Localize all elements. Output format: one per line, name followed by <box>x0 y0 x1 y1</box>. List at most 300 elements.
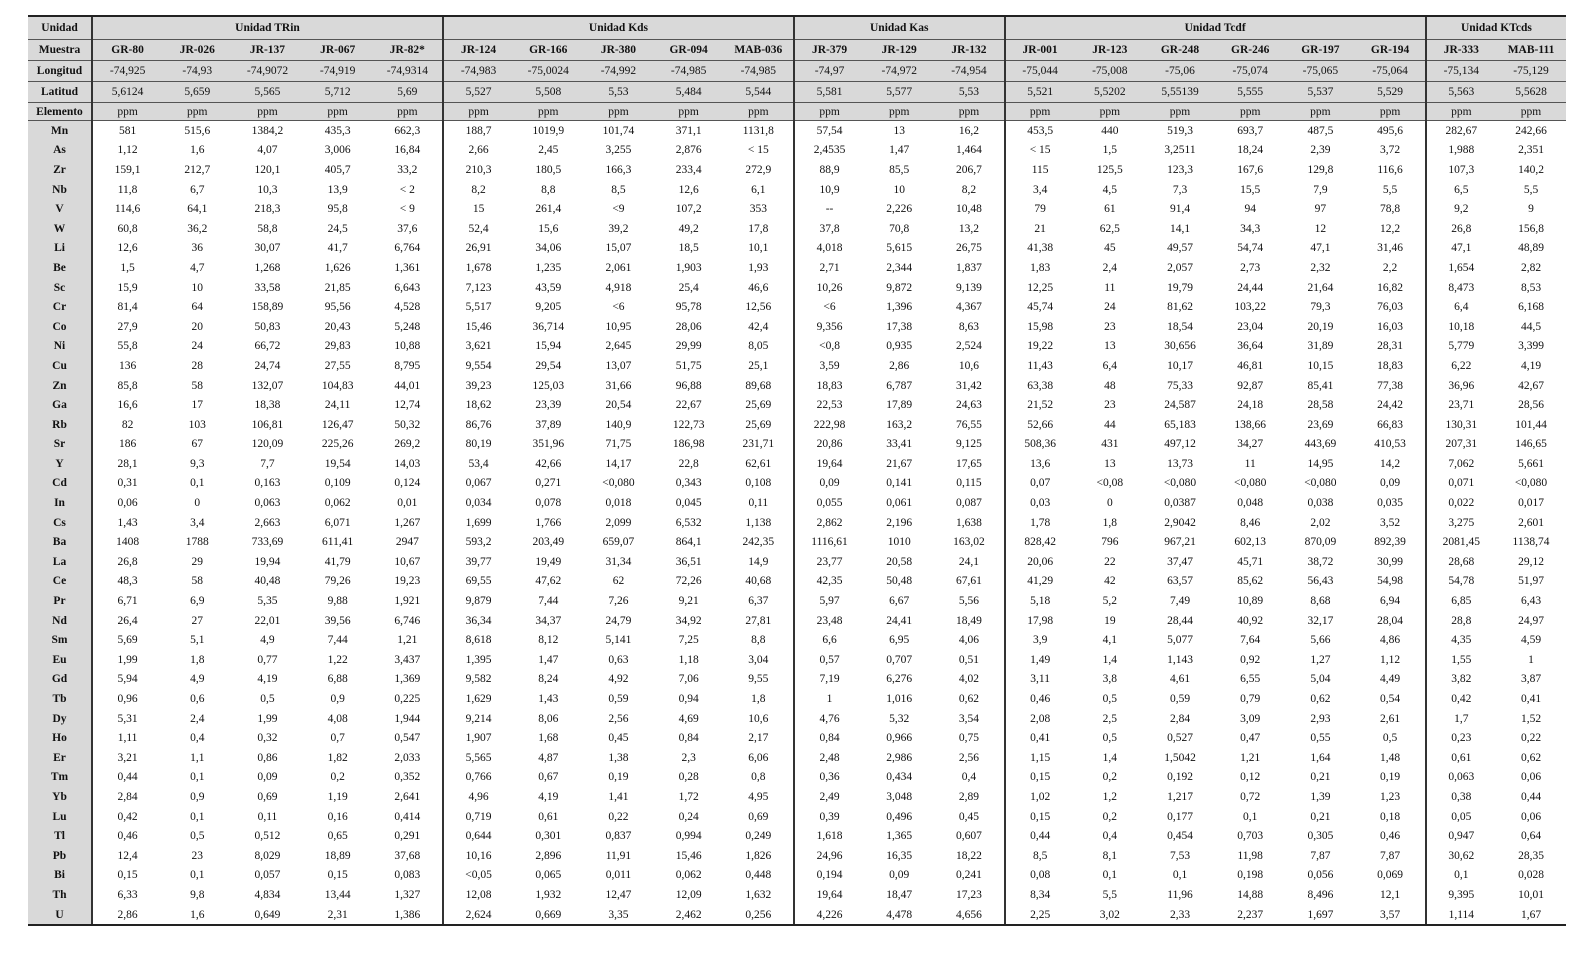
value-cell: 14,88 <box>1237 888 1264 901</box>
value-cell: 1 <box>1528 653 1534 666</box>
value-cell: 37,47 <box>1167 555 1193 568</box>
value-cell: 4,61 <box>1169 673 1191 686</box>
value-cell: <0,080 <box>602 477 635 490</box>
value-cell: 0,15 <box>327 869 348 882</box>
value-cell: 28,8 <box>1426 611 1496 631</box>
value-cell: 2,226 <box>886 203 913 216</box>
value-cell: 57,54 <box>794 121 864 141</box>
value-cell: 371,1 <box>675 124 702 137</box>
element-name-cell: Nb <box>28 180 92 200</box>
longitud-cell: -74,97 <box>794 61 864 82</box>
table-row <box>28 650 1566 670</box>
value-cell: <0,080 <box>1163 477 1197 490</box>
value-cell: 39,2 <box>608 222 629 235</box>
value-cell: 0,018 <box>605 497 632 510</box>
value-cell: 515,6 <box>184 124 211 137</box>
value-cell: 10 <box>191 281 204 294</box>
value-cell: 8,24 <box>538 673 559 686</box>
value-cell: 203,49 <box>532 536 565 549</box>
value-cell: 16,82 <box>1377 281 1404 294</box>
value-cell: 0,669 <box>513 905 583 926</box>
value-cell: 2,663 <box>254 516 281 529</box>
element-name-cell: Tm <box>28 768 92 788</box>
table-row <box>28 219 1566 239</box>
value-cell: 0,12 <box>1240 771 1261 784</box>
value-cell: 138,66 <box>1234 418 1266 431</box>
value-cell: 43,59 <box>535 281 562 294</box>
value-cell: 0,271 <box>535 477 562 490</box>
value-cell: 48 <box>1104 379 1116 392</box>
value-cell: 1,369 <box>394 673 421 686</box>
value-cell: 13,9 <box>327 183 348 196</box>
value-cell: 2,86 <box>92 905 162 926</box>
value-cell: 967,21 <box>1164 536 1196 549</box>
value-cell: 85,5 <box>889 163 910 176</box>
value-cell: 42,4 <box>748 320 769 333</box>
value-cell: 82 <box>92 415 162 435</box>
value-cell: 8,8 <box>751 634 766 647</box>
ppm-unit-cell: ppm <box>92 103 162 121</box>
value-cell: 2947 <box>395 536 419 549</box>
value-cell: 104,83 <box>321 379 354 392</box>
value-cell: 0,2 <box>1102 771 1117 784</box>
value-cell: 1,21 <box>397 634 418 647</box>
element-name-cell: Cu <box>28 356 92 376</box>
element-name-cell: La <box>28 552 92 572</box>
value-cell: 18,38 <box>254 399 281 412</box>
value-cell: 11,98 <box>1237 849 1263 862</box>
value-cell: 0,15 <box>92 866 162 886</box>
value-cell: 4,02 <box>958 673 979 686</box>
ppm-unit-cell: ppm <box>1426 103 1496 121</box>
value-cell: 0,41 <box>1520 693 1542 706</box>
value-cell: 50,83 <box>254 320 281 333</box>
value-cell: 1,114 <box>1426 905 1496 926</box>
value-cell: 1,386 <box>373 905 443 926</box>
value-cell: 3,006 <box>324 144 351 157</box>
latitud-cell: 5,581 <box>794 82 864 103</box>
value-cell: 20,06 <box>1005 552 1075 572</box>
value-cell: 1,626 <box>324 261 351 274</box>
value-cell: 2,876 <box>675 144 702 157</box>
value-cell: 18,47 <box>886 888 913 901</box>
value-cell: 8,8 <box>541 183 556 196</box>
value-cell: 0,291 <box>394 830 421 843</box>
latitud-cell: 5,563 <box>1426 82 1496 103</box>
value-cell: 0,09 <box>257 771 278 784</box>
value-cell: 0,192 <box>1167 771 1193 784</box>
value-cell: 1,21 <box>1240 751 1261 764</box>
latitud-cell: 5,712 <box>303 82 373 103</box>
value-cell: 50,48 <box>886 575 913 588</box>
value-cell: 2,73 <box>1240 261 1261 274</box>
element-name-cell: Ho <box>28 728 92 748</box>
value-cell: 42,66 <box>535 457 562 470</box>
value-cell: 0,61 <box>1426 748 1496 768</box>
table-row <box>28 395 1566 415</box>
value-cell: 47,1 <box>1310 242 1331 255</box>
value-cell: 23,39 <box>535 399 562 412</box>
value-cell: 4,96 <box>443 787 513 807</box>
ppm-unit-cell: ppm <box>794 103 864 121</box>
value-cell: 41,38 <box>1005 239 1075 259</box>
value-cell: 0,108 <box>745 477 772 490</box>
value-cell: 581 <box>92 121 162 141</box>
longitud-cell: -74,919 <box>303 61 373 82</box>
value-cell: 0,707 <box>886 653 913 666</box>
value-cell: 15,5 <box>1240 183 1261 196</box>
value-cell: 1,395 <box>443 650 513 670</box>
value-cell: 440 <box>1101 124 1119 137</box>
value-cell: 0,96 <box>92 689 162 709</box>
value-cell: 158,89 <box>251 301 284 314</box>
value-cell: 2,86 <box>889 359 910 372</box>
value-cell: 0,09 <box>794 474 864 494</box>
value-cell: 10,26 <box>794 278 864 298</box>
value-cell: 9,125 <box>955 438 982 451</box>
value-cell: 163,2 <box>886 418 913 431</box>
value-cell: 8,1 <box>1102 849 1117 862</box>
value-cell: 25,4 <box>678 281 699 294</box>
unit-header: Unidad TRin <box>92 16 443 40</box>
value-cell: 7,44 <box>327 634 348 647</box>
ppm-unit-cell: ppm <box>1215 103 1285 121</box>
value-cell: 611,41 <box>322 536 354 549</box>
value-cell: 0,15 <box>1005 768 1075 788</box>
value-cell: 15,6 <box>538 222 559 235</box>
value-cell: 0,048 <box>1237 497 1264 510</box>
value-cell: 1,837 <box>955 261 982 274</box>
value-cell: 11,91 <box>605 849 632 862</box>
value-cell: 7,7 <box>260 457 275 470</box>
value-cell: 0,94 <box>678 693 699 706</box>
value-cell: 6,55 <box>1240 673 1261 686</box>
muestra-cell: JR-333 <box>1426 40 1496 61</box>
value-cell: 13 <box>1104 340 1116 353</box>
value-cell: 24,63 <box>955 399 982 412</box>
value-cell: 4,918 <box>605 281 632 294</box>
value-cell: 10,6 <box>958 359 979 372</box>
value-cell: 9,879 <box>443 591 513 611</box>
longitud-cell: -75,06 <box>1145 61 1215 82</box>
value-cell: 3,57 <box>1355 905 1425 926</box>
value-cell: 41,79 <box>324 555 351 568</box>
value-cell: 261,4 <box>535 203 562 216</box>
value-cell: 23,48 <box>794 611 864 631</box>
value-cell: 58,8 <box>257 222 278 235</box>
muestra-cell: GR-248 <box>1145 40 1215 61</box>
value-cell: 5,35 <box>257 595 278 608</box>
value-cell: 0,47 <box>1240 732 1261 745</box>
muestra-cell: GR-194 <box>1355 40 1425 61</box>
value-cell: 497,12 <box>1164 438 1196 451</box>
value-cell: 34,92 <box>675 614 702 627</box>
value-cell: 3,048 <box>886 790 913 803</box>
value-cell: 1,68 <box>538 732 559 745</box>
value-cell: 1,38 <box>608 751 629 764</box>
value-cell: 42,67 <box>1518 379 1544 392</box>
value-cell: 58 <box>191 379 204 392</box>
value-cell: 12,56 <box>745 301 772 314</box>
table-row <box>28 435 1566 455</box>
value-cell: 9,356 <box>794 317 864 337</box>
units-row <box>28 103 1566 121</box>
table-row <box>28 748 1566 768</box>
value-cell: 10,48 <box>955 203 982 216</box>
value-cell: 63,57 <box>1167 575 1193 588</box>
value-cell: 22,53 <box>794 395 864 415</box>
value-cell: 0,54 <box>1380 693 1401 706</box>
value-cell: 11,8 <box>92 180 162 200</box>
value-cell: 10,89 <box>1237 595 1264 608</box>
value-cell: 45,71 <box>1237 555 1264 568</box>
value-cell: 36,51 <box>675 555 702 568</box>
value-cell: 659,07 <box>602 536 635 549</box>
value-cell: 17,23 <box>955 888 982 901</box>
value-cell: 0,034 <box>443 493 513 513</box>
value-cell: 30,07 <box>254 242 281 255</box>
value-cell: 2,4 <box>1102 261 1117 274</box>
value-cell: 353 <box>749 203 767 216</box>
value-cell: 29 <box>191 555 204 568</box>
muestra-cell: GR-246 <box>1215 40 1285 61</box>
value-cell: 6,6 <box>794 630 864 650</box>
value-cell: 4,1 <box>1102 634 1117 647</box>
value-cell: 1138,74 <box>1512 536 1550 549</box>
value-cell: 23 <box>1104 399 1116 412</box>
value-cell: 47,62 <box>535 575 562 588</box>
value-cell: 410,53 <box>1374 438 1406 451</box>
value-cell: 1,138 <box>745 516 772 529</box>
value-cell: 0,92 <box>1240 653 1261 666</box>
element-name-cell: Bi <box>28 866 92 886</box>
value-cell: 0,966 <box>886 732 913 745</box>
longitud-cell: -74,9072 <box>232 61 302 82</box>
table-row <box>28 199 1566 219</box>
value-cell: 6,7 <box>190 183 205 196</box>
value-cell: 1,143 <box>1167 653 1193 666</box>
value-cell: 7,3 <box>1172 183 1188 196</box>
ppm-unit-cell: ppm <box>1005 103 1075 121</box>
value-cell: 69,55 <box>443 572 513 592</box>
unit-header: Unidad Tcdf <box>1005 16 1426 40</box>
element-name-cell: Ga <box>28 395 92 415</box>
value-cell: 8,12 <box>538 634 559 647</box>
value-cell: 11 <box>1104 281 1116 294</box>
value-cell: 14,95 <box>1307 457 1334 470</box>
value-cell: 72,26 <box>675 575 702 588</box>
value-cell: 210,3 <box>443 160 513 180</box>
value-cell: 1,12 <box>1380 653 1401 666</box>
value-cell: 40,68 <box>745 575 772 588</box>
value-cell: 103 <box>188 418 206 431</box>
element-name-cell: Mn <box>28 121 92 141</box>
value-cell: 0,24 <box>678 810 699 823</box>
latitud-cell: 5,69 <box>373 82 443 103</box>
value-cell: 20,19 <box>1307 320 1334 333</box>
muestra-cell: JR-001 <box>1005 40 1075 61</box>
value-cell: 1,23 <box>1380 790 1401 803</box>
value-cell: 23 <box>191 849 204 862</box>
value-cell: 0,39 <box>794 807 864 827</box>
value-cell: 6,787 <box>886 379 913 392</box>
value-cell: 7,19 <box>794 670 864 690</box>
value-cell: 20,58 <box>886 555 913 568</box>
value-cell: 1,2 <box>1102 790 1117 803</box>
value-cell: 1,7 <box>1426 709 1496 729</box>
table-row <box>28 180 1566 200</box>
value-cell: 1408 <box>92 532 162 552</box>
value-cell: 1,766 <box>535 516 562 529</box>
value-cell: 58 <box>191 575 204 588</box>
value-cell: 0,46 <box>1005 689 1075 709</box>
value-cell: 13,2 <box>958 222 979 235</box>
value-cell: 10,95 <box>605 320 632 333</box>
value-cell: 6,37 <box>748 595 769 608</box>
value-cell: 37,89 <box>535 418 562 431</box>
value-cell: 85,62 <box>1237 575 1264 588</box>
value-cell: 17,89 <box>886 399 913 412</box>
value-cell: 9,554 <box>443 356 513 376</box>
longitud-cell: -75,134 <box>1426 61 1496 82</box>
value-cell: 1384,2 <box>251 124 284 137</box>
value-cell: 1,632 <box>745 888 772 901</box>
value-cell: 0,62 <box>1520 751 1542 764</box>
value-cell: 0,109 <box>324 477 351 490</box>
table-row <box>28 768 1566 788</box>
value-cell: 0,496 <box>886 810 913 823</box>
value-cell: 21,52 <box>1005 395 1075 415</box>
value-cell: 4,19 <box>257 673 278 686</box>
value-cell: 2,462 <box>654 905 724 926</box>
value-cell: 18,83 <box>794 376 864 396</box>
value-cell: 18,62 <box>443 395 513 415</box>
latitud-cell: 5,555 <box>1215 82 1285 103</box>
value-cell: 3,399 <box>1518 340 1544 353</box>
latitud-cell: 5,577 <box>864 82 934 103</box>
value-cell: 1,8 <box>751 693 766 706</box>
value-cell: 49,57 <box>1167 242 1193 255</box>
value-cell: 36,34 <box>443 611 513 631</box>
value-cell: 18,24 <box>1237 144 1264 157</box>
longitud-cell: -74,93 <box>162 61 232 82</box>
value-cell: 156,8 <box>1518 222 1544 235</box>
value-cell: 166,3 <box>605 163 632 176</box>
value-cell: 2,2 <box>1382 261 1398 274</box>
element-name-cell: Dy <box>28 709 92 729</box>
value-cell: 0,028 <box>1518 869 1544 882</box>
value-cell: 0,141 <box>886 477 913 490</box>
value-cell: 0,44 <box>1005 826 1075 846</box>
value-cell: 6,168 <box>1518 301 1544 314</box>
value-cell: 0,46 <box>92 826 162 846</box>
value-cell: 48,89 <box>1518 242 1544 255</box>
unit-header: Unidad Kds <box>443 16 794 40</box>
value-cell: 28,68 <box>1426 552 1496 572</box>
value-cell: 1,99 <box>257 712 278 725</box>
table-row <box>28 709 1566 729</box>
value-cell: 28,44 <box>1167 614 1193 627</box>
value-cell: 9,88 <box>327 595 348 608</box>
value-cell: 85,8 <box>92 376 162 396</box>
value-cell: 0,301 <box>535 830 562 843</box>
value-cell: 0,84 <box>678 732 699 745</box>
value-cell: 1,932 <box>535 888 562 901</box>
value-cell: 1,02 <box>1005 787 1075 807</box>
value-cell: 16,2 <box>958 124 979 137</box>
value-cell: 12,74 <box>394 399 421 412</box>
geochemistry-table <box>28 15 1566 926</box>
value-cell: 4,95 <box>748 790 769 803</box>
muestra-cell: JR-132 <box>934 40 1004 61</box>
value-cell: 1116,61 <box>794 532 864 552</box>
value-cell: 3,72 <box>1380 144 1401 157</box>
table-row <box>28 846 1566 866</box>
value-cell: 4,9 <box>260 634 275 647</box>
value-cell: 40,48 <box>254 575 281 588</box>
value-cell: 431 <box>1101 438 1119 451</box>
value-cell: 0,644 <box>443 826 513 846</box>
value-cell: 51,75 <box>675 359 702 372</box>
value-cell: 9,139 <box>955 281 982 294</box>
value-cell: 0,79 <box>1240 693 1261 706</box>
table-row <box>28 826 1566 846</box>
value-cell: 2,645 <box>605 340 632 353</box>
element-name-cell: Cs <box>28 513 92 533</box>
value-cell: 18,54 <box>1167 320 1193 333</box>
value-cell: 269,2 <box>394 438 421 451</box>
value-cell: 0,719 <box>443 807 513 827</box>
longitud-cell: -75,044 <box>1005 61 1075 82</box>
value-cell: 17,8 <box>748 222 769 235</box>
value-cell: 125,03 <box>532 379 565 392</box>
element-name-cell: Rb <box>28 415 92 435</box>
value-cell: 0,75 <box>958 732 979 745</box>
value-cell: 19,22 <box>1005 337 1075 357</box>
value-cell: 22,8 <box>678 457 699 470</box>
value-cell: 34,27 <box>1237 438 1264 451</box>
element-name-cell: W <box>28 219 92 239</box>
value-cell: 0,69 <box>748 810 769 823</box>
element-name-cell: Ba <box>28 532 92 552</box>
value-cell: <0,05 <box>443 866 513 886</box>
value-cell: 0,065 <box>535 869 562 882</box>
value-cell: 24,42 <box>1377 399 1404 412</box>
value-cell: 15,07 <box>605 242 632 255</box>
value-cell: 122,73 <box>672 418 705 431</box>
value-cell: 0,343 <box>675 477 702 490</box>
value-cell: 114,6 <box>92 199 162 219</box>
value-cell: 3,04 <box>748 653 769 666</box>
value-cell: 61 <box>1104 203 1116 216</box>
value-cell: 0,305 <box>1307 830 1334 843</box>
value-cell: 101,44 <box>1515 418 1547 431</box>
element-name-cell: Nd <box>28 611 92 631</box>
value-cell: 18,49 <box>955 614 982 627</box>
value-cell: 8,06 <box>538 712 559 725</box>
value-cell: 1,83 <box>1005 258 1075 278</box>
value-cell: 13,07 <box>605 359 632 372</box>
value-cell: 5,2 <box>1102 595 1117 608</box>
value-cell: 101,74 <box>602 124 635 137</box>
value-cell: 6,95 <box>889 634 910 647</box>
value-cell: 0,083 <box>394 869 421 882</box>
value-cell: 0,59 <box>1169 693 1191 706</box>
value-cell: 1,6 <box>190 144 205 157</box>
value-cell: 26,4 <box>92 611 162 631</box>
value-cell: 1,47 <box>538 653 559 666</box>
value-cell: 2,82 <box>1520 261 1542 274</box>
